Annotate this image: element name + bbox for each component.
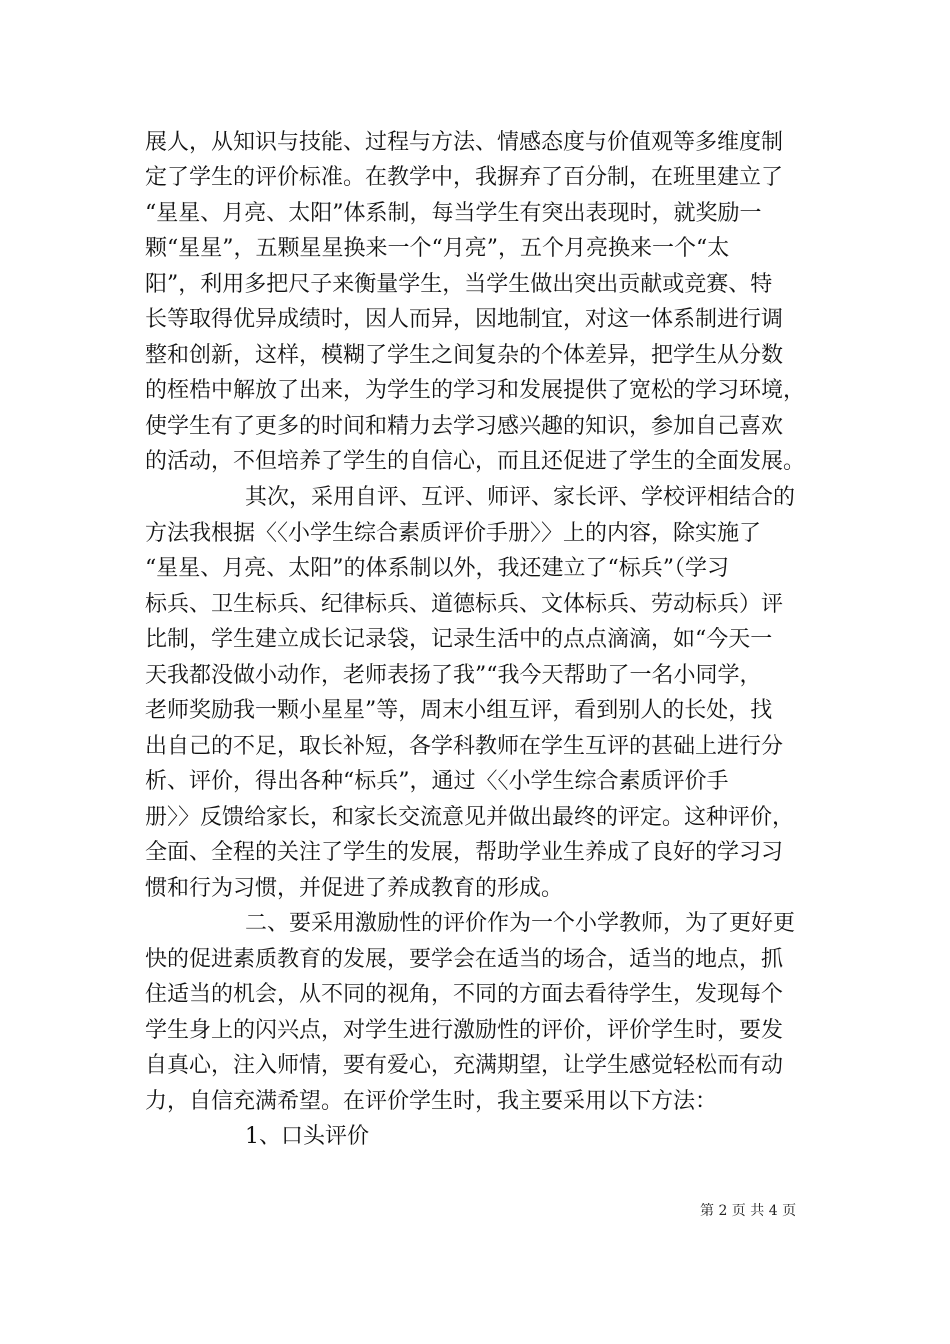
paragraph-start-line: 其次，采用自评、互评、师评、家长评、学校评相结合的 [245,485,796,510]
text-line: 长等取得优异成绩时，因人而异，因地制宜，对这一体系制进行调 [145,307,784,332]
text-line: 使学生有了更多的时间和精力去学习感兴趣的知识，参加自己喜欢 [145,414,784,439]
text-line: 展人，从知识与技能、过程与方法、情感态度与价值观等多维度制 [145,130,784,155]
text-line: 整和创新，这样，模糊了学生之间复杂的个体差异，把学生从分数 [145,343,784,368]
text-line: “星星、月亮、太阳”的体系制以外，我还建立了“标兵”（学习 [145,556,729,581]
text-line: 学生身上的闪兴点，对学生进行激励性的评价，评价学生时，要发 [145,1018,784,1043]
page-number-footer: 第 2 页 共 4 页 [700,1203,797,1219]
text-line: 的活动，不但培养了学生的自信心，而且还促进了学生的全面发展。 [145,449,806,474]
text-line: “星星、月亮、太阳”体系制，每当学生有突出表现时，就奖励一 [145,201,762,226]
text-line: 力，自信充满希望。在评价学生时，我主要采用以下方法： [145,1089,718,1114]
text-line: 标兵、卫生标兵、纪律标兵、道德标兵、文体标兵、劳动标兵）评 [145,592,784,617]
text-line: 定了学生的评价标准。在教学中，我摒弃了百分制，在班里建立了 [145,165,784,190]
text-line: 比制，学生建立成长记录袋，记录生活中的点点滴滴，如“今天一 [145,627,773,652]
text-line: 天我都没做小动作，老师表扬了我”“我今天帮助了一名小同学， [145,663,762,688]
paragraph-start-line: 二、要采用激励性的评价作为一个小学教师，为了更好更 [245,911,796,936]
text-line: 方法我根据〈〈小学生综合素质评价手册〉〉上的内容，除实施了 [145,521,762,546]
text-line: 册〉〉反馈给家长，和家长交流意见并做出最终的评定。这种评价， [145,805,795,830]
text-line: 老师奖励我一颗小星星”等，周末小组互评，看到别人的长处，找 [145,698,773,723]
text-line: 出自己的不足，取长补短，各学科教师在学生互评的甚础上进行分 [145,734,784,759]
list-item-heading: 1、口头评价 [245,1124,369,1149]
text-line: 住适当的机会，从不同的视角，不同的方面去看待学生，发现每个 [145,982,784,1007]
text-line: 析、评价，得出各种“标兵”，通过〈〈小学生综合素质评价手 [145,769,729,794]
text-line: 颗“星星”，五颗星星换来一个“月亮”，五个月亮换来一个“太 [145,236,730,261]
text-line: 惯和行为习惯，并促进了养成教育的形成。 [145,876,564,901]
text-line: 全面、全程的关注了学生的发展，帮助学业生养成了良好的学习习 [145,840,784,865]
text-line: 的桎梏中解放了出来，为学生的学习和发展提供了宽松的学习环境， [145,378,806,403]
text-line: 快的促进素质教育的发展，要学会在适当的场合，适当的地点，抓 [145,947,784,972]
text-line: 自真心，注入师情，要有爱心，充满期望，让学生感觉轻松而有动 [145,1053,784,1078]
text-line: 阳”，利用多把尺子来衡量学生，当学生做出突出贡献或竞赛、特 [145,272,773,297]
